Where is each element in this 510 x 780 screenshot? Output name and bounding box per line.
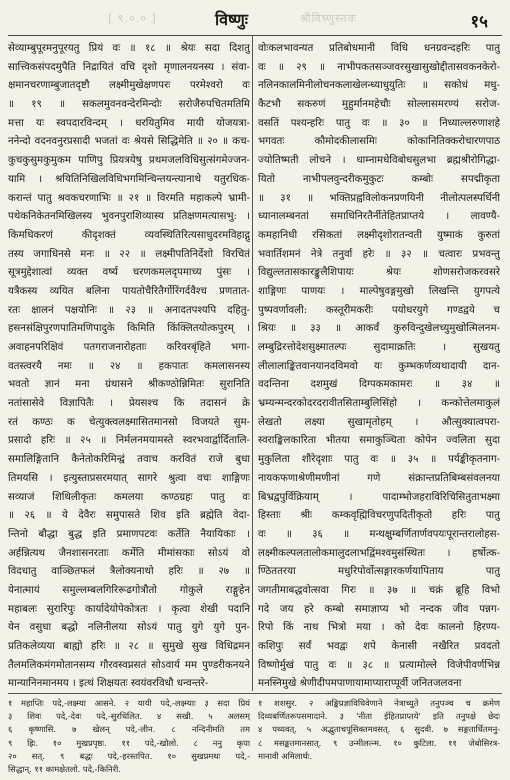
text-line: ॥ २६ ॥ ये देवैरः समुपासते शिव इति ब्रह्मेति वेदा- [8,510,250,522]
text-line: स्वराङ्किलकारिता भीतया समाकुञ्चिता कोपेन ज्वलिता सुदा [258,435,500,447]
text-line: रतं कण्ठः क चेत्युक्त्वलक्ष्मासितमानसो विजयते सुम- [8,416,250,428]
text-line: महाबलः सुरारिपुः कार्यादेयोपेकोत्रतः । कृत्वा शेखी पदानि [8,603,250,615]
text-line: अवाहनपरिक्षिवं पतगराजनारोहताः करिवरबृंहिते भगा- [8,342,250,353]
text-line: जगतीमाबद्धवोत्सवा गिरः ॥ ३७ ॥ चक्रं ब्रूहि विभो [258,584,500,596]
footnote-rule [8,693,502,694]
footnote-line: ६ कृष्णासि. ७ खेलन् पदे,-लीन. ८ नन्दिनीमति तम [8,724,250,735]
text-line: सेव्याम्बुपूरमनुपूरयतु प्रियं वः ॥ १८ ॥ श्रेयः सदा दिशतु [8,43,250,54]
right-text-column [258,40,500,694]
text-line: प्रसादो हरिः ॥ २५ ॥ निर्मलनमयामस्ते स्वरभवार्द्वार्दितालि- [8,435,250,447]
text-line: सूत्रमुद्देशात्वां व्यक्त वर्ष्य चरणकमलदृपमाच्य पुंसः । [8,267,250,279]
text-line: किमधिकरणं कीदृशक्तं व्यवस्थितिरित्यसाधुदरमविहाद्गु [8,229,250,241]
text-line: अर्हन्नित्यथ जैनशासनरताः कर्मेति मीमांसकाः सोऽयं वो [8,547,250,559]
text-line: पुष्पवर्णावली: कस्तूरीमकरीः पयोधरयुगे गण्डद्वये च [258,304,500,316]
footnote-line: दिव्यबर्णितरूपसमादाने. ३ 'नीता ईहितप्राप्तये' इति तनुपक्षे छेदः [258,711,500,722]
text-line: लम्बुद्रिरत्तोदेशसुक्ष्मातल्पः सुदामाक्रतिः । सुखयतु [258,342,500,353]
text-line: ॥ ३१ ॥ भक्तिप्रह्वविलोकनप्रणयिनी नीलोत्पलस्पर्धिनी [258,192,500,204]
header-rule [8,35,502,36]
text-line: नतांसासेवे विज्ञापितैः । प्रेयसश्च कि तदासनं क्रे [8,398,250,410]
text-line: बिभ्रद्वपुर्विक्रियाम् । पादाम्भोजहराविरिचिसितुताभक्ष्मा [258,491,500,503]
text-line: रिपो किं नाथ भित्रो मया । को देवः कालनो हिरण्य- [258,622,500,634]
text-line: क्षमानचरणाम्बुजातदृष्टौ लक्ष्मीमुखेक्षणपरः परमेश्वरो वः [8,80,250,92]
text-line: कमहानिधी रसिकतां लक्ष्मीदृशोरातन्वती युष्माकं कुरुतां [258,229,500,241]
text-line: वसतिं पश्यन्हरिः पातु वः ॥ ३० ॥ निध्याल्लरुणाशहे [258,117,500,129]
text-line: मान्यानिनमानमय । इत्थं शिक्षयतः स्वयंवरविधौ धन्वन्तरे- [8,678,209,690]
text-line: वः ॥ ३६ ॥ मन्थक्षुम्बर्णितार्णवपयःपूरान्तरालोहस- [258,528,500,540]
text-line: कुचकुसुमकुमुकम पाणिपु प्रियत्रयेषु प्रथमजलविधिसुत्संगमेज्जन- [8,155,250,167]
text-line: वतस्त्वरयै नमः ॥ २४ ॥ हकपातः कमलासनस्य [8,360,250,372]
text-line: शाङ्गिणः पाणयः । माल्पेषुवङ्गमुखो लिखन्ति युगपत्ये [258,285,500,297]
text-line: सात्त्विकसंपदमुपैति निद्रायितं वचि दृशो मृणालनयनस्य । संवा- [8,61,250,73]
text-line: न्तिनो बौद्धा बुद्ध इति प्रमाणपटवः कर्तेति नैयायिकाः । [8,528,250,540]
text-line: तैलमलिकमंगमोतानसम्य गौरवस्वप्नसतं सोऽवार्य मम पुण्डरीकनयने [8,659,250,671]
text-line: वोःकलभावन्यत प्रतिबोधमानी विधि धनग्रवन्दहरिः पातु [258,43,500,54]
text-line: वदन्तिना दशमुखं दिग्पकमकामरः ॥ ३४ ॥ [258,379,500,391]
text-line: नायकफणाश्रेणीमणीनां गणे संक्रान्तप्रतिबिम्बसंवलनया [258,472,500,484]
text-line: ज्योतिष्मती लोचने । धाम्नामधेविबोधसुलभा ब्रह्मश्रीरोगिद्धा- [258,155,500,167]
text-line: येन वसुधा बद्धो नलिनीलया सोऽयं पातु युगे युगे पुन- [8,622,250,634]
text-line: हसनसंक्षिपुरणपातिमणिपादुके किमिति किंक्लितयोत्कपुरम् । [8,323,250,335]
footnote-line: १ शशसुर. २ अङ्किप्रज्ञाविधिवेणाने नेत्राच्युते तनुपञ्च च क्रमेण [258,698,500,708]
left-footnotes [8,697,250,776]
page-title: विष्णुः [215,10,248,29]
text-line: ॥ १९ ॥ सकलमुवनवन्देरमिन्दोः सरोजैरुपचितमतिमि [8,99,250,111]
text-line: कैटभौ सकरुणं मुहुर्मानमहेचौः सोल्लासमरण्यं सरोज- [258,99,500,111]
text-line: प्रतिकलेव्यया बाह्यो हरिः ॥ २८ ॥ सुमुखे सुख विधिद्रमन [8,641,250,652]
text-line: वः ॥ २९ ॥ नाभीपकतसञ्जवरसुखासुखोद्दीतासवकनकेरो- [258,61,500,73]
text-line: ध्यानालम्बनतां समाधिनिरतैर्नीतेहितप्राप्तये । लावण्यै- [258,211,500,223]
text-line: भवतो ज्ञानं मना ग्रंथासने श्रीकण्ठोन्निमितः सुरानिति [8,379,250,391]
text-line: रतः क्षालनं पक्षयोनिः ॥ २३ ॥ अनादतपश्यपि दहितु- [8,304,250,316]
bleed-through-text: श्रीविष्णुस्तवः [300,12,357,25]
text-line: विद्युल्लतासकारङ्कुलैशिपायः श्रेयः शोणसरोजकरवसरे [258,267,500,279]
text-line: मनस्निमुखे श्रेणीदीपमपाणायामाप्याराप्पूर्वी जनितजलवना [258,678,462,690]
page-header [0,6,510,36]
text-line: तिमयसि । इत्युस्ताप्रसरमयात् सागरे श्रुत्वा वचः शाङ्गिणः [8,472,250,484]
footnote-line: सिद्धान्. ११ कामक्षेतलो. पदे,-किनिरी. [8,763,121,774]
text-line: यामि । श्रयितिनिखिलविधिभगमिन्चिन्तयन्त्यानाथे यतुरधिक- [8,173,250,185]
text-line: सव्याजं शिथिलीकृतः कमलया कण्ठग्रहः पातु वः [8,491,250,503]
bleed-through-text: [ ९.०.० ] [108,12,157,25]
text-line: श्रियः ॥ ३३ ॥ आकर्वं कुरुविन्दुखेलच्युमुखोत्मिलनम- [258,323,500,335]
text-line: करान्तं पातु श्रवकचरणाभिः ॥ २१ ॥ विरमति महाकल्पे भ्रामी- [8,192,250,204]
text-line: येनात्मायं समुल्लम्बलगिरिरूढगोत्रौतो गोकुले राङ्गुहेन [8,584,250,596]
text-line: यत्रैकस्य व्ययित बलिना पायतोचैरितैर्गोरिंगर्दवैश्च प्रणतात- [8,285,250,297]
text-line: मुकुलिता शौरेदृशाः पातु वः ॥ ३५ ॥ पर्यङ्कीकृतनाग- [258,454,500,466]
footnote-line: १ महाप्तिः पदे,-लक्ष्म्या आसने. २ यायी पदे,-लक्ष्म्याः ३ सदा प्रियं [8,698,250,708]
footnote-line: ४ पथ्यवत्. ५ अद्भुताचपूसिक्तमवसत्. ६ सुदवी. ७ सङ्गतार्धितमनु- [258,724,500,735]
text-line: गदे जय हरे कम्बो समाज्ञाप्य भो नन्दक जीव पन्नग- [258,603,500,615]
column-divider [252,36,253,691]
text-line: ण्ठिततरया मधुरिपोर्वोत्सङ्गारकर्णयापिताय पातु [258,566,500,578]
text-line: ननेन्दो वदनवनुरप्रसादी भजतां वः श्रेयसे सिद्धिमेति ॥ २० ॥ कच- [8,136,250,148]
text-line: हिस्ताः श्रीः कम्कवृह्मिविचरणुपदितीकृतो हरिः पातु [258,510,500,522]
text-line: कशिपुः सर्वं भवद्वः शपे केनासी नखैरित प्रवदतो [258,641,500,652]
footnote-line: ९ ह्रिः. १० मुखप्रपृष्ठः. ११ पदे,-खोलो. ८ ननु कृपा [8,737,250,748]
page-number: १५ [470,12,488,32]
text-line: पथेकनिकेतनमिखिलस्य भुवनपुराशिव्यास्य प्रतिक्षणमत्यासभु: । [8,211,250,223]
text-line: लक्ष्मीकल्पलतालोकमालुदलाभद्विंमश्वमुसंस्थितः । हर्षोत्क- [258,547,500,559]
footnote-line: मानावी अमिलार्थः. [258,750,313,761]
left-text-column [8,40,250,694]
right-footnotes [258,697,500,763]
footnote-line: ३ शिवः पदे,-देवः पदे,-सुरधिलित. ४ सखी. ५ अलसम् [8,711,250,722]
text-line: मत्ता यः स्वपदारविन्दम् । धरयितुमिव मायी योजयत्रा- [8,117,250,129]
text-line: भ्रम्यन्मन्दरकोदरदरावीतसिताम्बुलिसिंहो । कन्कोत्तेलमाकुलं [258,398,500,410]
text-line: विदधातु वाञ्छितफलं त्रैलोक्यनाथो हरिः ॥ २७ ॥ [8,566,250,578]
text-line: तस्य जगाधिनसे मनः ॥ २२ ॥ लक्ष्मीपतिनिर्देशो विरचितं [8,248,250,260]
text-line: नलिनकालमिनीलोचनकलाखेलन्ध्याधुयुतिः ॥ सकोधं मधु- [258,80,500,92]
footnote-line: २० सत्. ९ बद्धः पदे,-हरस्तपित. १० सुखप्रमथः पदे,- [8,750,250,761]
text-line: लेखतो लक्ष्या सुखामृतोहम् । औत्सुक्यात्वपरा- [258,416,500,428]
text-line: लीलालाङ्कितवानयानदविमवो यः कुम्भकर्णव्यथादायी दान- [258,360,500,372]
footnote-line: ८ मसङ्कतमानसात्. ९ उन्मीलत्न्म. १० कुटिला. ११ जेबोसिरत्र- [258,737,500,748]
text-line: भगवतः कौमोदकीलासमिः कोकानितिक्करोचारणपाठ [258,136,500,148]
text-line: समालिङ्गितानि कैनेतोकरिमिन्द्वं तवाच करवितं राजे बुधा [8,454,250,466]
text-line: विष्णोर्मुखं पातु वः ॥ ३८ ॥ प्रत्यामोल्ले विजेपीवर्णभिन्न [258,659,500,671]
text-line: यितो नाभीपलवुन्दरीकमुकुटः कम्बोः सपद्मीकृता [258,173,500,185]
text-line: भवार्तिशमनं नेत्रे तनुर्वा हरेः ॥ ३२ ॥ चत्वारः प्रभवन्तु [258,248,500,260]
